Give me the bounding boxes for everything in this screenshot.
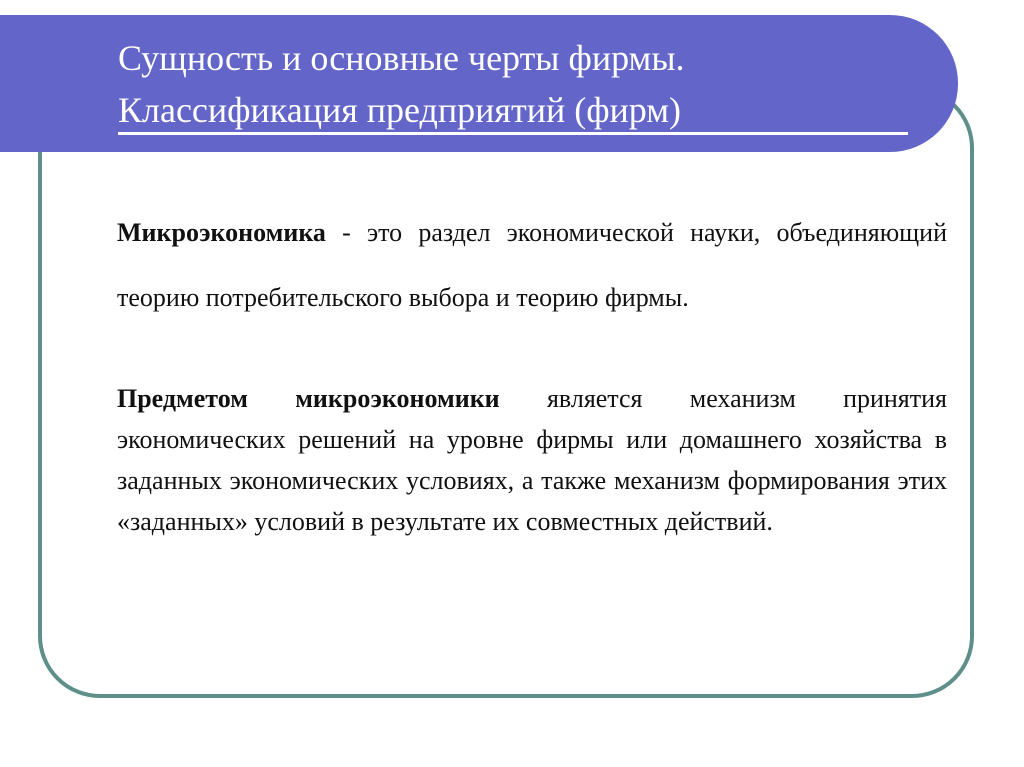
definition-term: Микроэкономика [117,218,326,247]
title-underline [118,132,908,135]
slide-title [118,32,918,136]
subject-paragraph [117,378,947,542]
subject-text: является механизм принятия экономических решений на уровне фирмы или домашнего хозяйства в заданных экономических условиях, а также механизм формирования этих «заданных» условий в результате их совместных действий. [117,384,948,536]
title-line-2: Классификация предприятий (фирм) [118,90,682,130]
definition-paragraph [117,200,947,330]
title-line-1: Сущность и основные черты фирмы. [118,38,685,78]
definition-text: - это раздел экономической науки, объединяющий теорию потребительского выбора и теорию фирмы. [117,218,947,312]
subject-term: Предметом микроэкономики [117,384,500,413]
